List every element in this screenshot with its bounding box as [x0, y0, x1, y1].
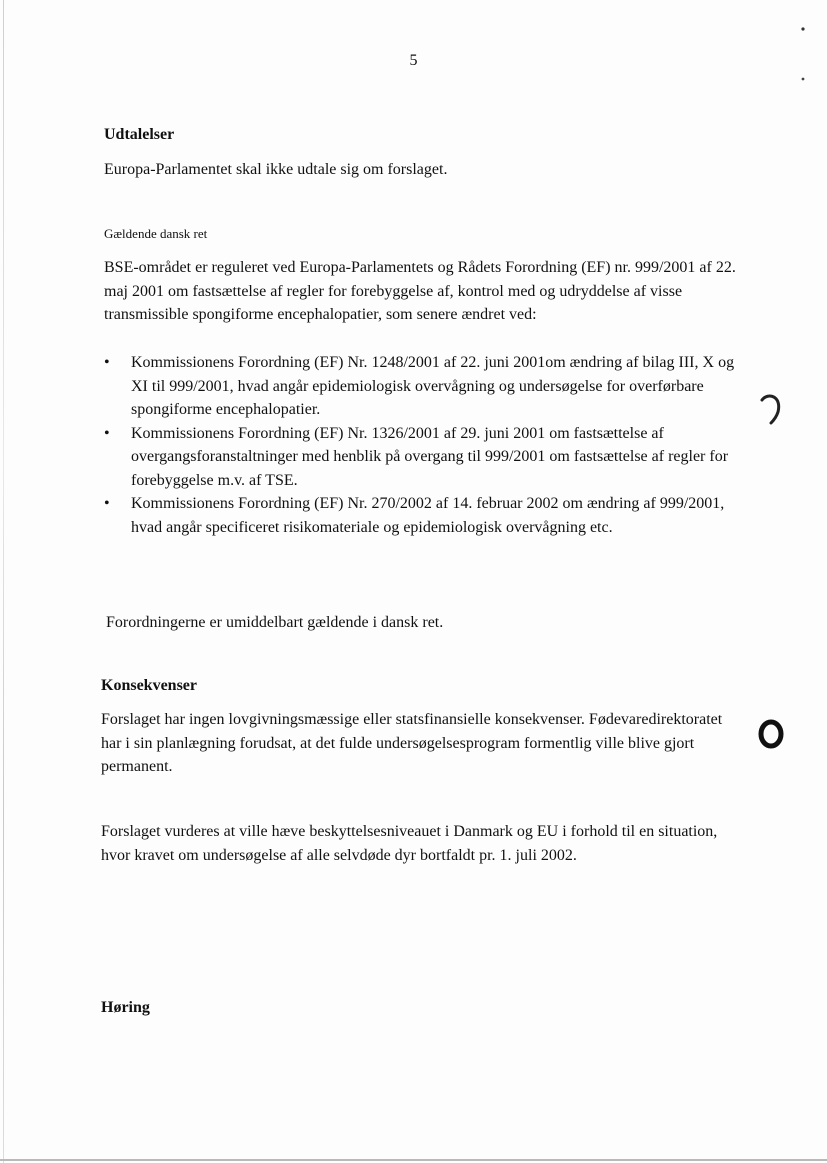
heading-horing: Høring	[101, 999, 150, 1016]
konsekvenser-text-1: Forslaget har ingen lovgivningsmæssige eller statsfinansielle konsekvenser. Fødevaredirektoratet har i sin planlægning forudsat, at det fulde undersøgelsesprogram formentlig ville blive gjort permanent.	[101, 711, 723, 775]
scan-dot-icon	[800, 24, 806, 34]
list-item: • Kommissionens Forordning (EF) Nr. 1326/2001 af 29. juni 2001 om fastsættelse af overgangsforanstaltninger med henblik på overgang til 999/2001 om fastsættelse af regler for forebyggelse m.v. af TSE.	[104, 422, 744, 493]
udtalelser-text: Europa-Parlamentet skal ikke udtale sig om forslaget.	[104, 161, 448, 178]
scan-dot-icon	[800, 74, 806, 84]
gaeldende-closing: Forordningerne er umiddelbart gældende i dansk ret.	[106, 614, 444, 631]
regulation-list	[104, 351, 744, 539]
punch-hole-ring-icon	[756, 718, 786, 750]
heading-gaeldende-dansk-ret: Gældende dansk ret	[104, 226, 208, 241]
gaeldende-intro: BSE-området er reguleret ved Europa-Parlamentets og Rådets Forordning (EF) nr. 999/2001 af 22. maj 2001 om fastsættelse af regler for forebyggelse af, kontrol med og udryddelse af visse transmissible spongiforme encephalopatier, som senere ændret ved:	[104, 259, 736, 323]
konsekvenser-text-2: Forslaget vurderes at ville hæve beskyttelsesniveauet i Danmark og EU i forhold til en situation, hvor kravet om undersøgelse af alle selvdøde dyr bortfaldt pr. 1. juli 2002.	[101, 823, 718, 864]
heading-konsekvenser: Konsekvenser	[101, 677, 197, 694]
list-item: • Kommissionens Forordning (EF) Nr. 270/2002 af 14. februar 2002 om ændring af 999/2001, hvad angår specificeret risikomateriale og epidemiologisk overvågning etc.	[104, 492, 744, 539]
scan-edge-bottom	[0, 1159, 827, 1161]
punch-hole-mark-icon	[756, 390, 786, 426]
heading-udtalelser: Udtalelser	[104, 126, 175, 143]
list-item: • Kommissionens Forordning (EF) Nr. 1248/2001 af 22. juni 2001om ændring af bilag III, X og XI til 999/2001, hvad angår epidemiologisk overvågning og undersøgelse for overførbare spongiforme encephalopatier.	[104, 351, 744, 422]
page-number: 5	[409, 52, 418, 69]
scan-edge-left	[3, 0, 4, 1163]
